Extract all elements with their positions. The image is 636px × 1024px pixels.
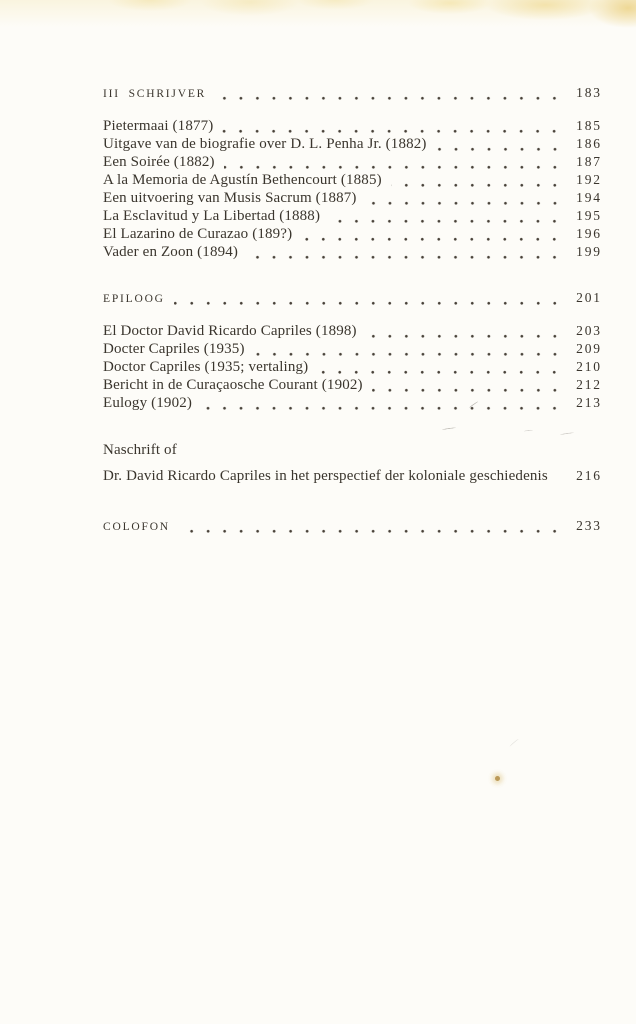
- toc-row: [103, 394, 600, 412]
- toc-row-section-heading: [103, 289, 600, 307]
- leader-dots: [224, 153, 566, 171]
- toc-row: [103, 171, 600, 189]
- leader-dots: [329, 207, 566, 225]
- toc-entry-title: Uitgave van de biografie over D. L. Penha Jr. (1882): [103, 136, 427, 152]
- toc-row: [103, 340, 600, 358]
- page-number: 212: [576, 377, 602, 392]
- leader-dots: [179, 517, 566, 535]
- paper-top-stain: [0, 0, 636, 42]
- page-number: 194: [576, 190, 602, 205]
- toc-entry-title: Bericht in de Curaçaosche Courant (1902): [103, 377, 363, 393]
- toc-row: [103, 153, 600, 171]
- page-number: 203: [576, 323, 602, 338]
- leader-dots: [391, 171, 566, 189]
- toc-entry-title: Vader en Zoon (1894): [103, 244, 239, 260]
- toc-entry-title: Pietermaai (1877): [103, 118, 214, 134]
- toc-row: [103, 207, 600, 225]
- page-number: 183: [576, 85, 602, 100]
- toc-row: [103, 243, 600, 261]
- toc-row: [103, 358, 600, 376]
- toc-entry-title: Een uitvoering van Musis Sacrum (1887): [103, 190, 357, 206]
- toc-entry-title: Docter Capriles (1935): [103, 341, 245, 357]
- leader-dots: [366, 322, 566, 340]
- toc-entry-title: Eulogy (1902): [103, 395, 193, 411]
- page-number: 233: [576, 518, 602, 533]
- toc-row: [103, 189, 600, 207]
- leader-dots: [317, 358, 565, 376]
- leader-dots: [254, 340, 566, 358]
- toc-section-title: COLOFON: [103, 521, 170, 533]
- table-of-contents: [103, 84, 600, 535]
- leader-dots: [366, 189, 566, 207]
- toc-entry-title: El Doctor David Ricardo Capriles (1898): [103, 323, 357, 339]
- page-number: 213: [576, 395, 602, 410]
- toc-section-title: III SCHRIJVER: [103, 88, 207, 100]
- page-number: 201: [576, 290, 602, 305]
- toc-row: [103, 117, 600, 135]
- leader-dots: [201, 394, 566, 412]
- page-number: 199: [576, 244, 602, 259]
- toc-row: [103, 376, 600, 394]
- toc-row: [103, 135, 600, 153]
- leader-dots: [436, 135, 566, 153]
- pencil-mark: [509, 738, 519, 746]
- page-number: 187: [576, 154, 602, 169]
- page-number: 209: [576, 341, 602, 356]
- leader-dots: [222, 117, 565, 135]
- page-number: 196: [576, 226, 602, 241]
- leader-dots: [247, 243, 566, 261]
- toc-row-section-heading: [103, 84, 600, 102]
- toc-row: [103, 322, 600, 340]
- toc-entry-title: Een Soirée (1882): [103, 154, 215, 170]
- toc-row-plain: [103, 441, 600, 459]
- page-number: 186: [576, 136, 602, 151]
- page-number: 192: [576, 172, 602, 187]
- toc-row: [103, 467, 600, 485]
- page-number: 210: [576, 359, 602, 374]
- toc-entry-title: El Lazarino de Curazao (189?): [103, 226, 293, 242]
- toc-entry-title: A la Memoria de Agustín Bethencourt (1885): [103, 172, 382, 188]
- toc-entry-title: Doctor Capriles (1935; vertaling): [103, 359, 309, 375]
- leader-dots: [372, 376, 566, 394]
- page-number: 195: [576, 208, 602, 223]
- toc-row-section-heading: [103, 517, 600, 535]
- toc-row: [103, 225, 600, 243]
- foxing-stain-spot: [495, 776, 500, 781]
- page-number: 216: [576, 468, 602, 483]
- leader-dots: [301, 225, 566, 243]
- page-number: 185: [576, 118, 602, 133]
- toc-entry-title: La Esclavitud y La Libertad (1888): [103, 208, 321, 224]
- leader-dots: [215, 84, 566, 102]
- leader-dots: [557, 467, 566, 485]
- toc-entry-title: Naschrift of: [103, 442, 177, 458]
- toc-entry-title: Dr. David Ricardo Capriles in het perspectief der koloniale geschiedenis: [103, 468, 548, 484]
- toc-section-title: EPILOOG: [103, 293, 165, 305]
- leader-dots: [174, 289, 566, 307]
